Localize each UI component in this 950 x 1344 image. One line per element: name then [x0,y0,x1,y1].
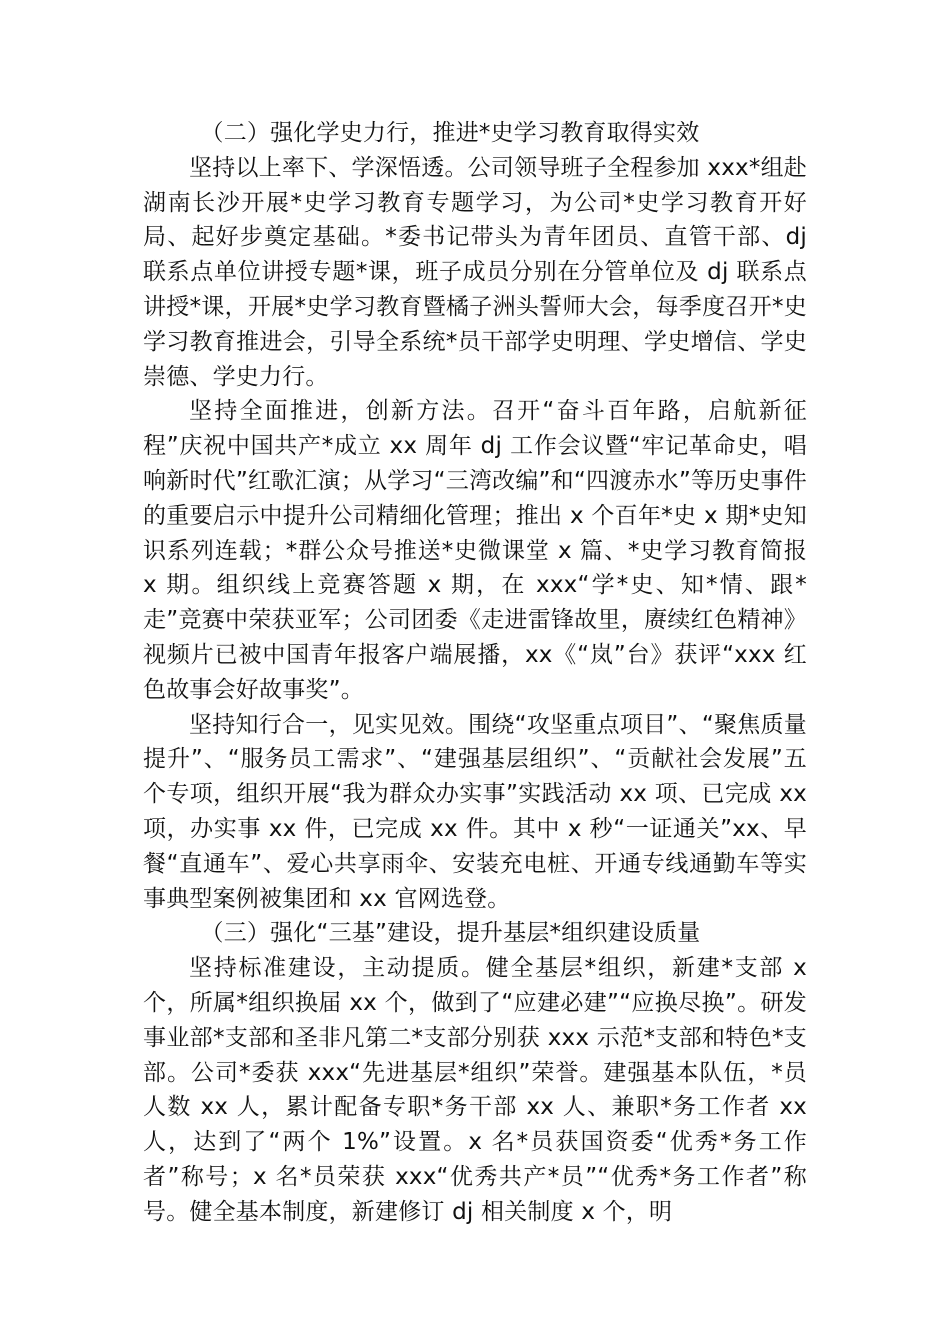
paragraph-standard-construction: 坚持标准建设，主动提质。健全基层*组织，新建*支部 x 个，所属*组织换届 xx 个，做到了“应建必建”“应换尽换”。研发事业部*支部和圣非凡第二*支部分别获 xxx 示范*支部和特色*支部。公司*委获 xxx“先进基层*组织”荣誉。建强基本队伍，*员人数 xx 人，累计配备专职*务干部 xx 人、兼职*务工作者 xx 人，达到了“两个 1%”设置。x 名*员获国资委“优秀*务工作者”称号；x 名*员荣获 xxx“优秀共产*员”“优秀*务工作者”称号。健全基本制度，新建修订 dj 相关制度 x 个，明 [143,955,807,1225]
paragraph-comprehensive-advance: 坚持全面推进，创新方法。召开“奋斗百年路，启航新征程”庆祝中国共产*成立 xx 周年 dj 工作会议暨“牢记革命史，唱响新时代”红歌汇演；从学习“三湾改编”和“四渡赤水”等历史事件的重要启示中提升公司精细化管理；推出 x 个百年*史 x 期*史知识系列连载；*群公众号推送*史微课堂 x 篇、*史学习教育简报 x 期。组织线上竞赛答题 x 期，在 xxx“学*史、知*情、跟*走”竞赛中荣获亚军；公司团委《走进雷锋故里，赓续红色精神》视频片已被中国青年报客户端展播，xx《“岚”台》获评“xxx 红色故事会好故事奖”。 [143,398,807,703]
paragraph-knowledge-action: 坚持知行合一，见实见效。围绕“攻坚重点项目”、“聚焦质量提升”、“服务员工需求”、“建强基层组织”、“贡献社会发展”五个专项，组织开展“我为群众办实事”实践活动 xx 项、已完成 xx 项，办实事 xx 件，已完成 xx 件。其中 x 秒“一证通关”xx、早餐“直通车”、爱心共享雨伞、安装充电桩、开通专线通勤车等实事典型案例被集团和 xx 官网选登。 [143,711,807,912]
section-heading-3: （三）强化“三基”建设，提升基层*组织建设质量 [200,920,701,947]
paragraph-lead-by-example: 坚持以上率下、学深悟透。公司领导班子全程参加 xxx*组赴湖南长沙开展*史学习教育专题学习，为公司*史学习教育开好局、起好步奠定基础。*委书记带头为青年团员、直管干部、dj 联系点单位讲授专题*课，班子成员分别在分管单位及 dj 联系点讲授*课，开展*史学习教育暨橘子洲头誓师大会，每季度召开*史学习教育推进会，引导全系统*员干部学史明理、学史增信、学史崇德、学史力行。 [143,154,807,390]
section-heading-2: （二）强化学史力行，推进*史学习教育取得实效 [200,120,700,146]
document-body [143,116,807,1230]
